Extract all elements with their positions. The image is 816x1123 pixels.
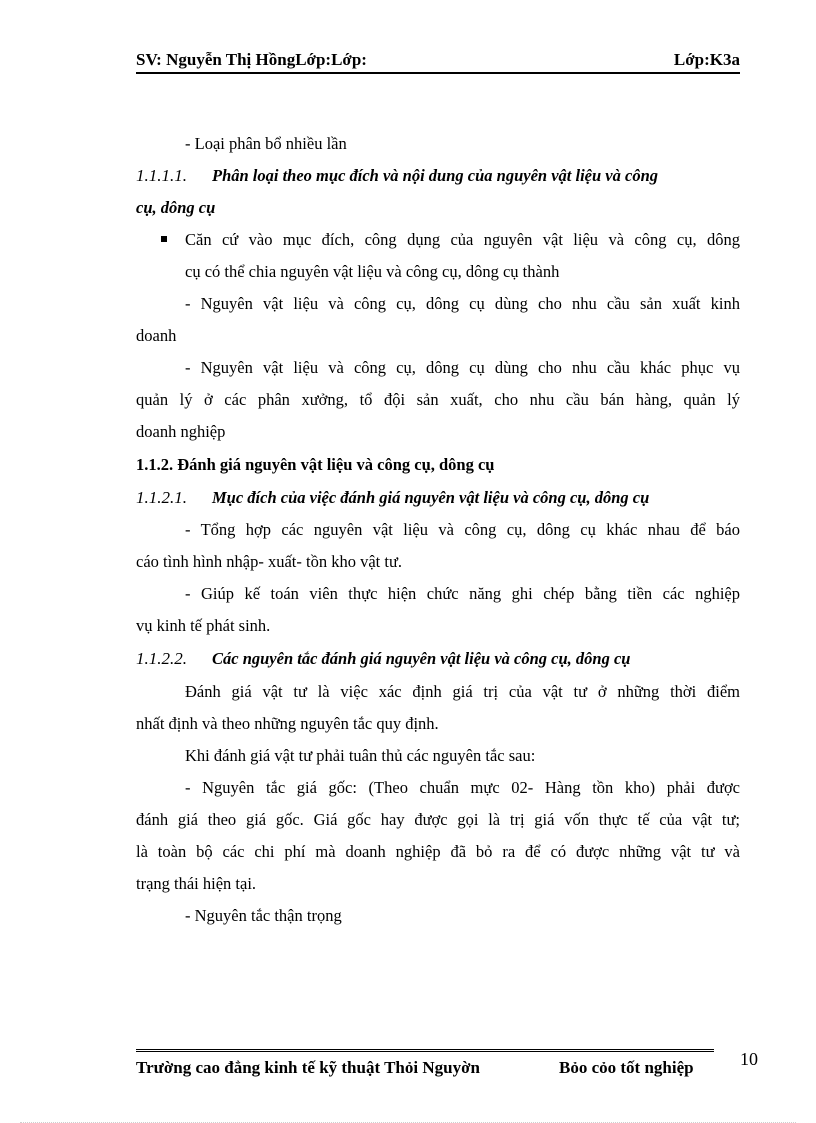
square-bullet-icon: [161, 236, 167, 242]
paragraph-line: - Nguyên vật liệu và công cụ, dông cụ dùng cho nhu cầu sản xuất kinh: [185, 294, 740, 313]
paragraph-line: - Tổng hợp các nguyên vật liệu và công cụ, dông cụ khác nhau để báo: [185, 520, 740, 539]
paragraph-line: Khi đánh giá vật tư phải tuân thủ các nguyên tắc sau:: [185, 746, 536, 765]
paragraph-line: - Nguyên tắc thận trọng: [185, 906, 342, 925]
heading-number: 1.1.2.: [136, 455, 174, 474]
header-class: Lớp:K3a: [673, 50, 740, 69]
paragraph-line: Đánh giá vật tư là việc xác định giá trị của vật tư ở những thời điểm: [185, 682, 740, 701]
header-student: SV: Nguyễn Thị HồngLớp:Lớp:: [136, 50, 367, 69]
paragraph-line: vụ kinh tế phát sinh.: [136, 616, 271, 635]
bullet-paragraph: [136, 224, 740, 256]
paragraph-line: - Giúp kế toán viên thực hiện chức năng ghi chép bằng tiền các nghiệp: [185, 584, 740, 603]
paragraph-line: quản lý ở các phân xưởng, tổ đội sản xuất, cho nhu cầu bán hàng, quản lý: [136, 390, 740, 409]
heading-text: Các nguyên tắc đánh giá nguyên vật liệu và công cụ, dông cụ: [212, 649, 631, 668]
heading-number: 1.1.2.1.: [136, 488, 187, 507]
heading-number: 1.1.1.1.: [136, 166, 187, 185]
section-heading-1-1-1-1: [136, 160, 740, 192]
section-heading-1-1-2: [136, 449, 740, 481]
list-item: - Loại phân bổ nhiều lần: [185, 134, 347, 153]
section-heading-1-1-2-1: [136, 482, 740, 514]
paragraph-line: doanh: [136, 326, 177, 345]
paragraph-line: nhất định và theo những nguyên tắc quy định.: [136, 714, 439, 733]
paragraph-line: cáo tình hình nhập- xuất- tồn kho vật tư.: [136, 552, 403, 571]
bullet-text: Căn cứ vào mục đích, công dụng của nguyên vật liệu và công cụ, dông: [185, 230, 740, 249]
heading-text: Phân loại theo mục đích và nội dung của nguyên vật liệu và công: [212, 166, 658, 185]
paragraph-line: - Nguyên tắc giá gốc: (Theo chuẩn mực 02- Hàng tồn kho) phải được: [185, 778, 740, 797]
heading-text: Đánh giá nguyên vật liệu và công cụ, dông cụ: [177, 455, 495, 474]
heading-number: 1.1.2.2.: [136, 649, 187, 668]
paragraph-line: - Nguyên vật liệu và công cụ, dông cụ dùng cho nhu cầu khác phục vụ: [185, 358, 740, 377]
paragraph-line: trạng thái hiện tại.: [136, 874, 257, 893]
page-number: 10: [740, 1049, 758, 1069]
page-footer: [136, 1049, 714, 1080]
footer-report: Bỏo cỏo tốt nghiệp: [559, 1058, 694, 1077]
section-heading-1-1-2-2: [136, 643, 740, 675]
heading-text: Mục đích của việc đánh giá nguyên vật liệu và công cụ, dông cụ: [212, 488, 650, 507]
paragraph-line: đánh giá theo giá gốc. Giá gốc hay được gọi là trị giá vốn thực tế của vật tư;: [136, 810, 740, 829]
paragraph-line: là toàn bộ các chi phí mà doanh nghiệp đã bỏ ra để có được những vật tư và: [136, 842, 740, 861]
footer-school: Trường cao đẳng kinh tế kỹ thuật Thỏi Nguyờn: [136, 1058, 480, 1077]
bullet-continuation: cụ có thể chia nguyên vật liệu và công cụ, dông cụ thành: [185, 262, 560, 281]
heading-continuation: cụ, dông cụ: [136, 198, 216, 217]
paragraph-line: doanh nghiệp: [136, 422, 226, 441]
page-header: [136, 50, 740, 74]
